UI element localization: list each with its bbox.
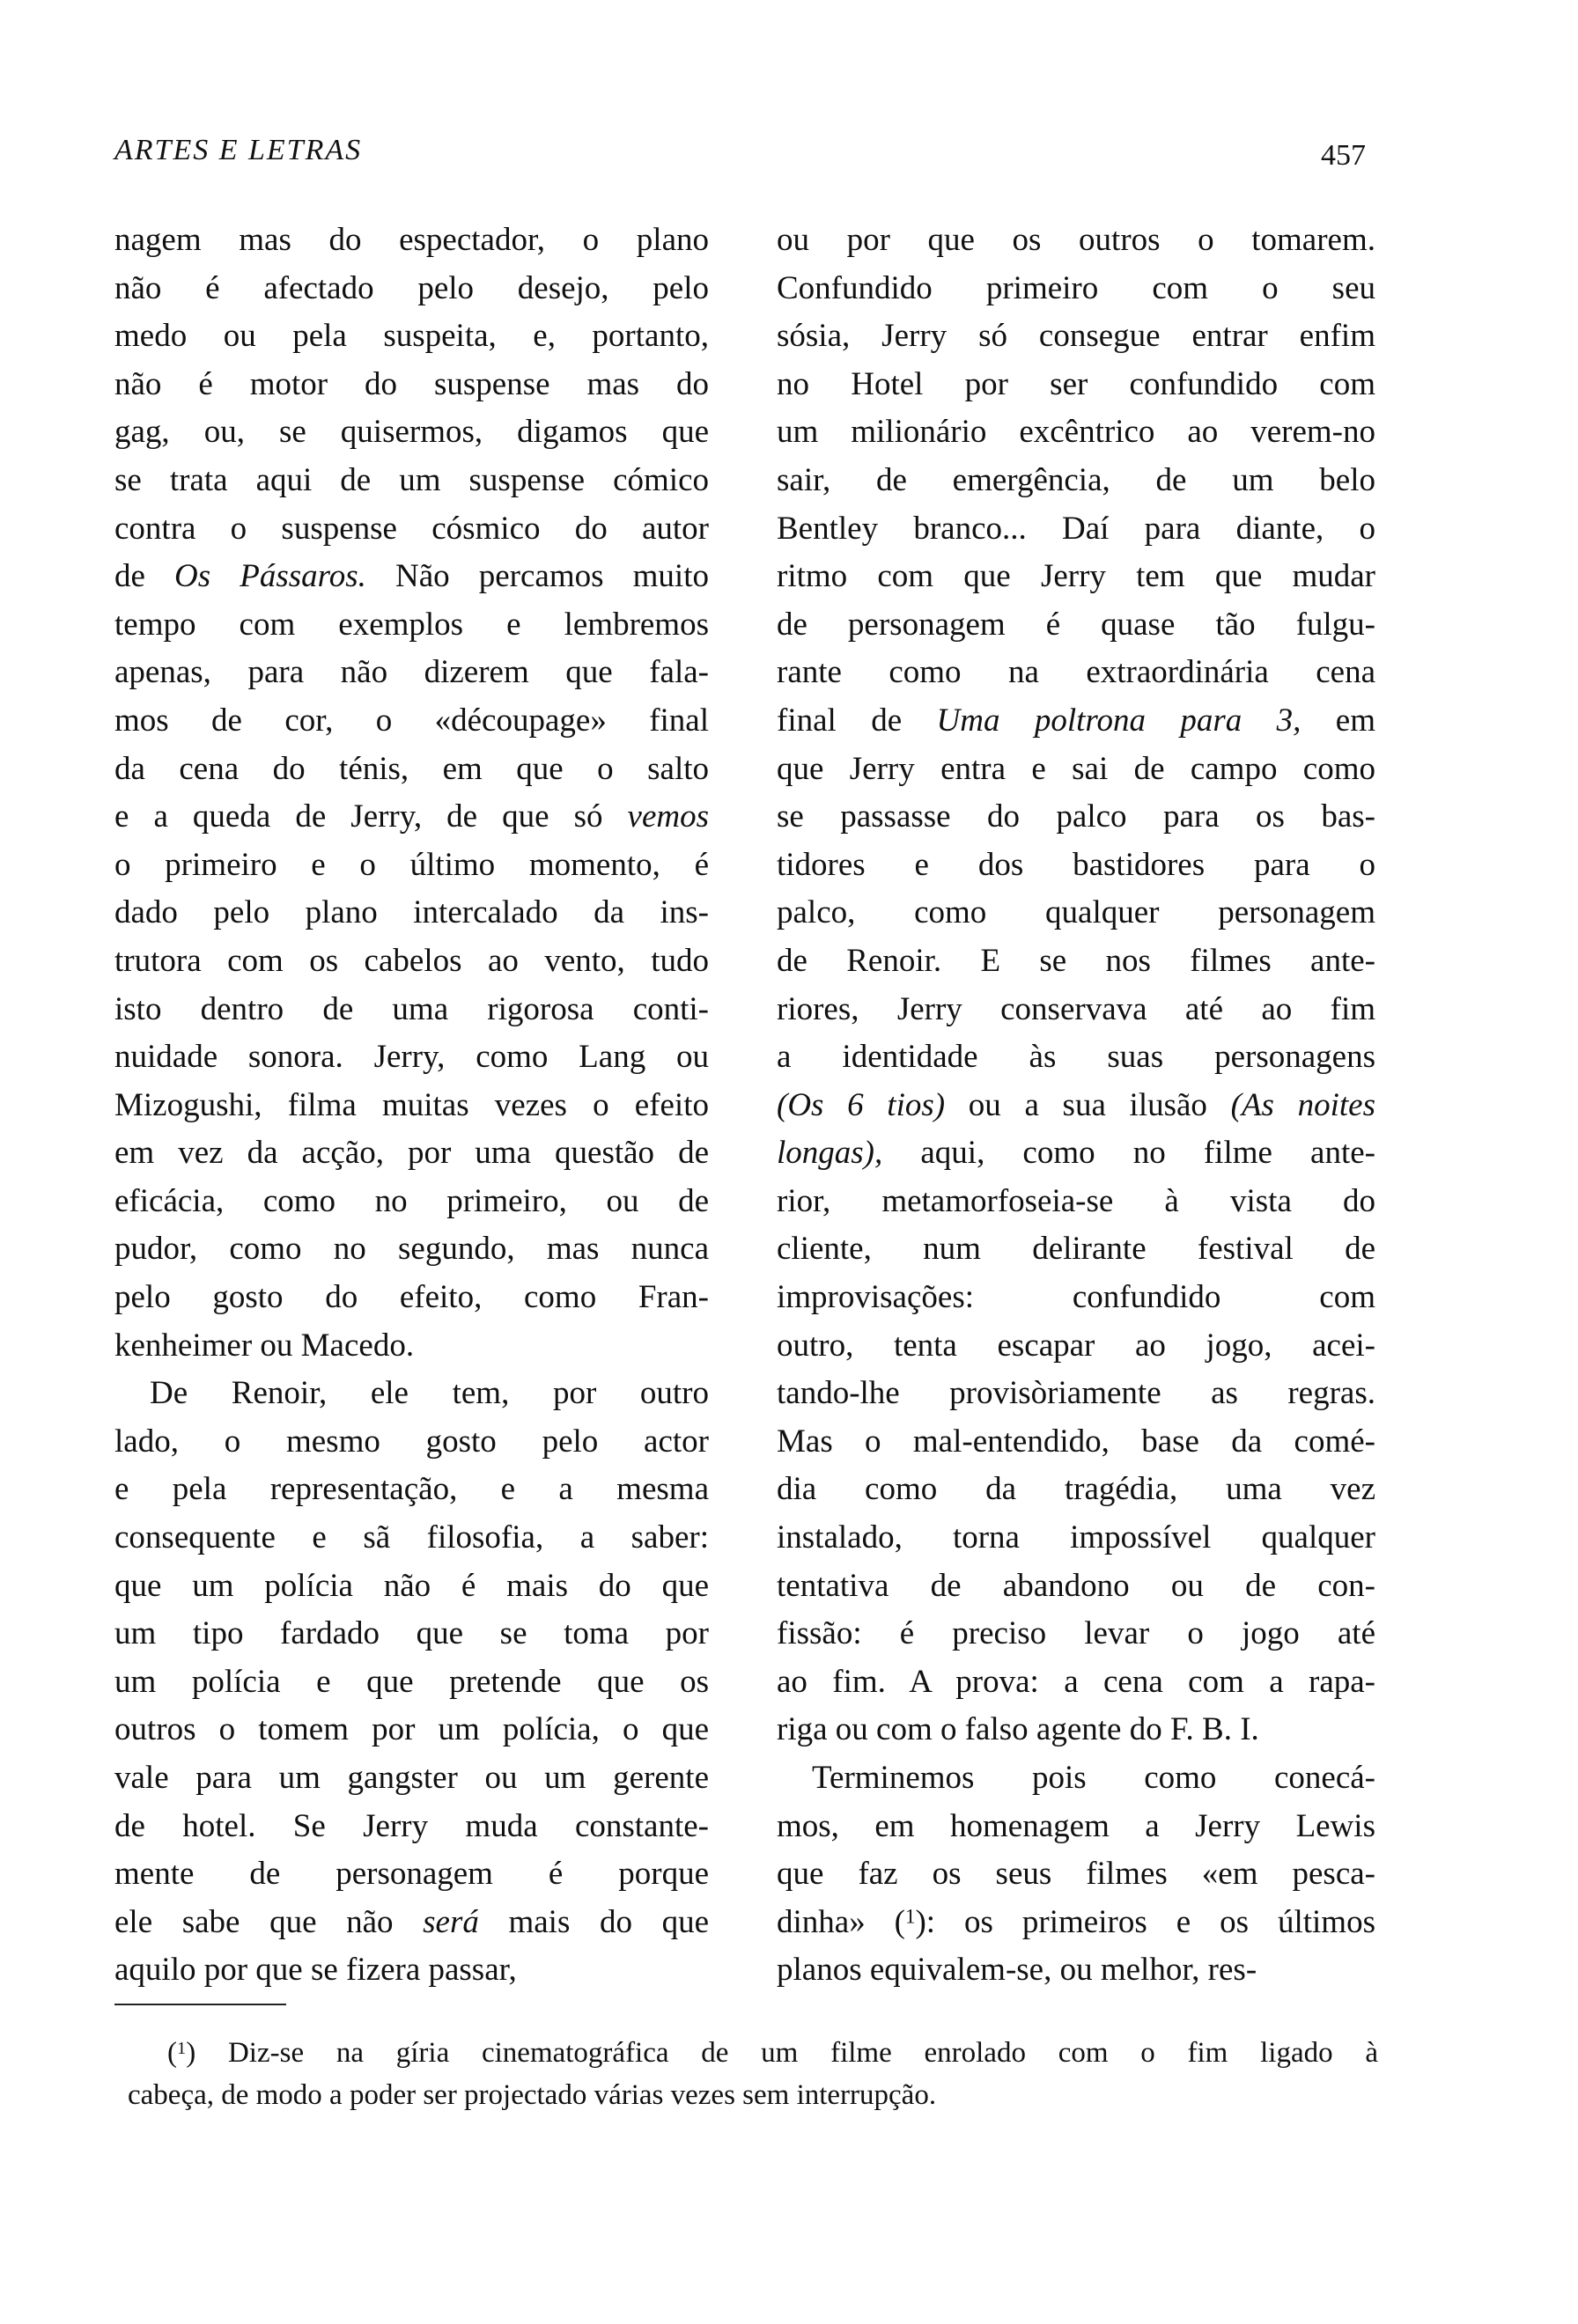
italic-title: Os Pássaros. bbox=[174, 558, 366, 595]
text-line: pudor, como no segundo, mas nunca bbox=[114, 1231, 709, 1268]
text-line: tempo com exemplos e lembremos bbox=[114, 606, 709, 643]
text-line: outro, tenta escapar ao jogo, acei- bbox=[777, 1327, 1375, 1364]
text-line: apenas, para não dizerem que fala- bbox=[114, 654, 709, 691]
text-line: Bentley branco... Daí para diante, o bbox=[777, 510, 1375, 547]
text-line: nagem mas do espectador, o plano bbox=[114, 222, 709, 258]
text-line: rior, metamorfoseia-se à vista do bbox=[777, 1182, 1375, 1219]
text-line: ao fim. A prova: a cena com a rapa- bbox=[777, 1663, 1375, 1700]
text-line: Mas o mal-entendido, base da comé- bbox=[777, 1423, 1375, 1460]
text-line bbox=[777, 1129, 1375, 1178]
right-column bbox=[777, 217, 1375, 1995]
text-line: tentativa de abandono ou de con- bbox=[777, 1567, 1375, 1604]
text-line: um polícia e que pretende que os bbox=[114, 1663, 709, 1700]
text-line: Terminemos pois como conecá- bbox=[812, 1760, 1375, 1796]
text-line: eficácia, como no primeiro, ou de bbox=[114, 1182, 709, 1219]
text-line: palco, como qualquer personagem bbox=[777, 894, 1375, 931]
footnote-line: ($^1$) Diz-se na gíria cinematográfica de um filme enrolado com o fim ligado à bbox=[167, 2037, 1378, 2069]
footnote bbox=[128, 2032, 1378, 2116]
italic-title: Uma poltrona para 3, bbox=[936, 702, 1301, 739]
text-line: não é motor do suspense mas do bbox=[114, 365, 709, 402]
text-segment: Não percamos muito bbox=[365, 558, 709, 595]
text-line: que um polícia não é mais do que bbox=[114, 1567, 709, 1604]
text-segment: ou a sua ilusão bbox=[945, 1086, 1231, 1123]
text-line: sósia, Jerry só consegue entrar enfim bbox=[777, 318, 1375, 355]
text-segment: dinha» ( bbox=[777, 1903, 905, 1940]
text-segment: final de bbox=[777, 702, 937, 739]
footnote-marker: 1 bbox=[177, 2038, 187, 2058]
text-line: de hotel. Se Jerry muda constante- bbox=[114, 1807, 709, 1844]
italic-title: vemos bbox=[627, 798, 709, 835]
footnote-line: cabeça, de modo a poder ser projectado várias vezes sem interrupção. bbox=[128, 2079, 937, 2111]
text-line: de Renoir. E se nos filmes ante- bbox=[777, 942, 1375, 979]
text-segment: e a queda de Jerry, de que só bbox=[114, 798, 628, 835]
text-segment: ele sabe que não bbox=[114, 1903, 424, 1940]
text-line: o primeiro e o último momento, é bbox=[114, 846, 709, 883]
text-line: ou por que os outros o tomarem. bbox=[777, 222, 1375, 258]
text-line: nuidade sonora. Jerry, como Lang ou bbox=[114, 1039, 709, 1076]
text-line bbox=[777, 1082, 1375, 1130]
text-line: lado, o mesmo gosto pelo actor bbox=[114, 1423, 709, 1460]
text-segment: aqui, como no filme ante- bbox=[882, 1135, 1375, 1172]
text-line: mos, em homenagem a Jerry Lewis bbox=[777, 1807, 1375, 1844]
text-line: a identidade às suas personagens bbox=[777, 1039, 1375, 1076]
text-line: planos equivalem-se, ou melhor, res- bbox=[777, 1952, 1257, 1989]
footnote-text: Diz-se na gíria cinematográfica de um filme enrolado com o fim ligado à bbox=[195, 2037, 1378, 2069]
text-line: que Jerry entra e sai de campo como bbox=[777, 750, 1375, 787]
text-line: dia como da tragédia, uma vez bbox=[777, 1471, 1375, 1508]
text-line: fissão: é preciso levar o jogo até bbox=[777, 1615, 1375, 1652]
text-line: um tipo fardado que se toma por bbox=[114, 1615, 709, 1652]
text-line: pelo gosto do efeito, como Fran- bbox=[114, 1279, 709, 1316]
text-line: vale para um gangster ou um gerente bbox=[114, 1760, 709, 1796]
text-line: um milionário excêntrico ao verem-no bbox=[777, 414, 1375, 451]
text-segment: mais do que bbox=[478, 1903, 709, 1940]
text-segment: de bbox=[114, 558, 175, 595]
text-line: e pela representação, e a mesma bbox=[114, 1471, 709, 1508]
text-line: aquilo por que se fizera passar, bbox=[114, 1952, 517, 1989]
text-line: Confundido primeiro com o seu bbox=[777, 269, 1375, 306]
italic-title: longas), bbox=[777, 1135, 883, 1172]
text-line: improvisações: confundido com bbox=[777, 1279, 1375, 1316]
text-line: instalado, torna impossível qualquer bbox=[777, 1519, 1375, 1556]
text-line: outros o tomem por um polícia, o que bbox=[114, 1711, 709, 1748]
text-line: medo ou pela suspeita, e, portanto, bbox=[114, 318, 709, 355]
text-line: se trata aqui de um suspense cómico bbox=[114, 461, 709, 498]
text-line: dado pelo plano intercalado da ins- bbox=[114, 894, 709, 931]
text-line: em vez da acção, por uma questão de bbox=[114, 1135, 709, 1172]
text-line bbox=[114, 793, 709, 842]
text-line: rante como na extraordinária cena bbox=[777, 654, 1375, 691]
text-segment: ): os primeiros e os últimos bbox=[915, 1903, 1375, 1940]
text-line: sair, de emergência, de um belo bbox=[777, 461, 1375, 498]
italic-title: será bbox=[423, 1903, 479, 1940]
text-line: mente de personagem é porque bbox=[114, 1856, 709, 1893]
text-line: kenheimer ou Macedo. bbox=[114, 1327, 415, 1364]
text-line: se passasse do palco para os bas- bbox=[777, 798, 1375, 835]
text-line bbox=[777, 1899, 1375, 1947]
text-segment: em bbox=[1301, 702, 1376, 739]
italic-title: (As noites bbox=[1230, 1086, 1376, 1123]
text-line: riores, Jerry conservava até ao fim bbox=[777, 990, 1375, 1027]
text-line: no Hotel por ser confundido com bbox=[777, 365, 1375, 402]
text-line: contra o suspense cósmico do autor bbox=[114, 510, 709, 547]
text-line: riga ou com o falso agente do F. B. I. bbox=[777, 1711, 1259, 1748]
text-line bbox=[114, 553, 709, 601]
text-line: tando-lhe provisòriamente as regras. bbox=[777, 1375, 1375, 1412]
text-line: que faz os seus filmes «em pesca- bbox=[777, 1856, 1375, 1893]
text-line: gag, ou, se quisermos, digamos que bbox=[114, 414, 709, 451]
text-line: mos de cor, o «découpage» final bbox=[114, 702, 709, 739]
text-line: isto dentro de uma rigorosa conti- bbox=[114, 990, 709, 1027]
text-line: tidores e dos bastidores para o bbox=[777, 846, 1375, 883]
text-line bbox=[114, 1899, 709, 1947]
text-line: não é afectado pelo desejo, pelo bbox=[114, 269, 709, 306]
text-line: Mizogushi, filma muitas vezes o efeito bbox=[114, 1086, 709, 1123]
text-line: da cena do ténis, em que o salto bbox=[114, 750, 709, 787]
footnote-reference: 1 bbox=[905, 1905, 916, 1928]
footnote-rule bbox=[114, 2004, 286, 2005]
text-line: ritmo com que Jerry tem que mudar bbox=[777, 558, 1375, 595]
text-line: De Renoir, ele tem, por outro bbox=[150, 1375, 709, 1412]
italic-title: (Os 6 tios) bbox=[777, 1086, 946, 1123]
text-line: cliente, num delirante festival de bbox=[777, 1231, 1375, 1268]
page-number: 457 bbox=[1321, 139, 1366, 172]
text-line bbox=[777, 697, 1375, 746]
text-line: consequente e sã filosofia, a saber: bbox=[114, 1519, 709, 1556]
text-line: de personagem é quase tão fulgu- bbox=[777, 606, 1375, 643]
text-line: trutora com os cabelos ao vento, tudo bbox=[114, 942, 709, 979]
left-column bbox=[114, 217, 709, 1995]
running-head: ARTES E LETRAS bbox=[114, 134, 363, 166]
